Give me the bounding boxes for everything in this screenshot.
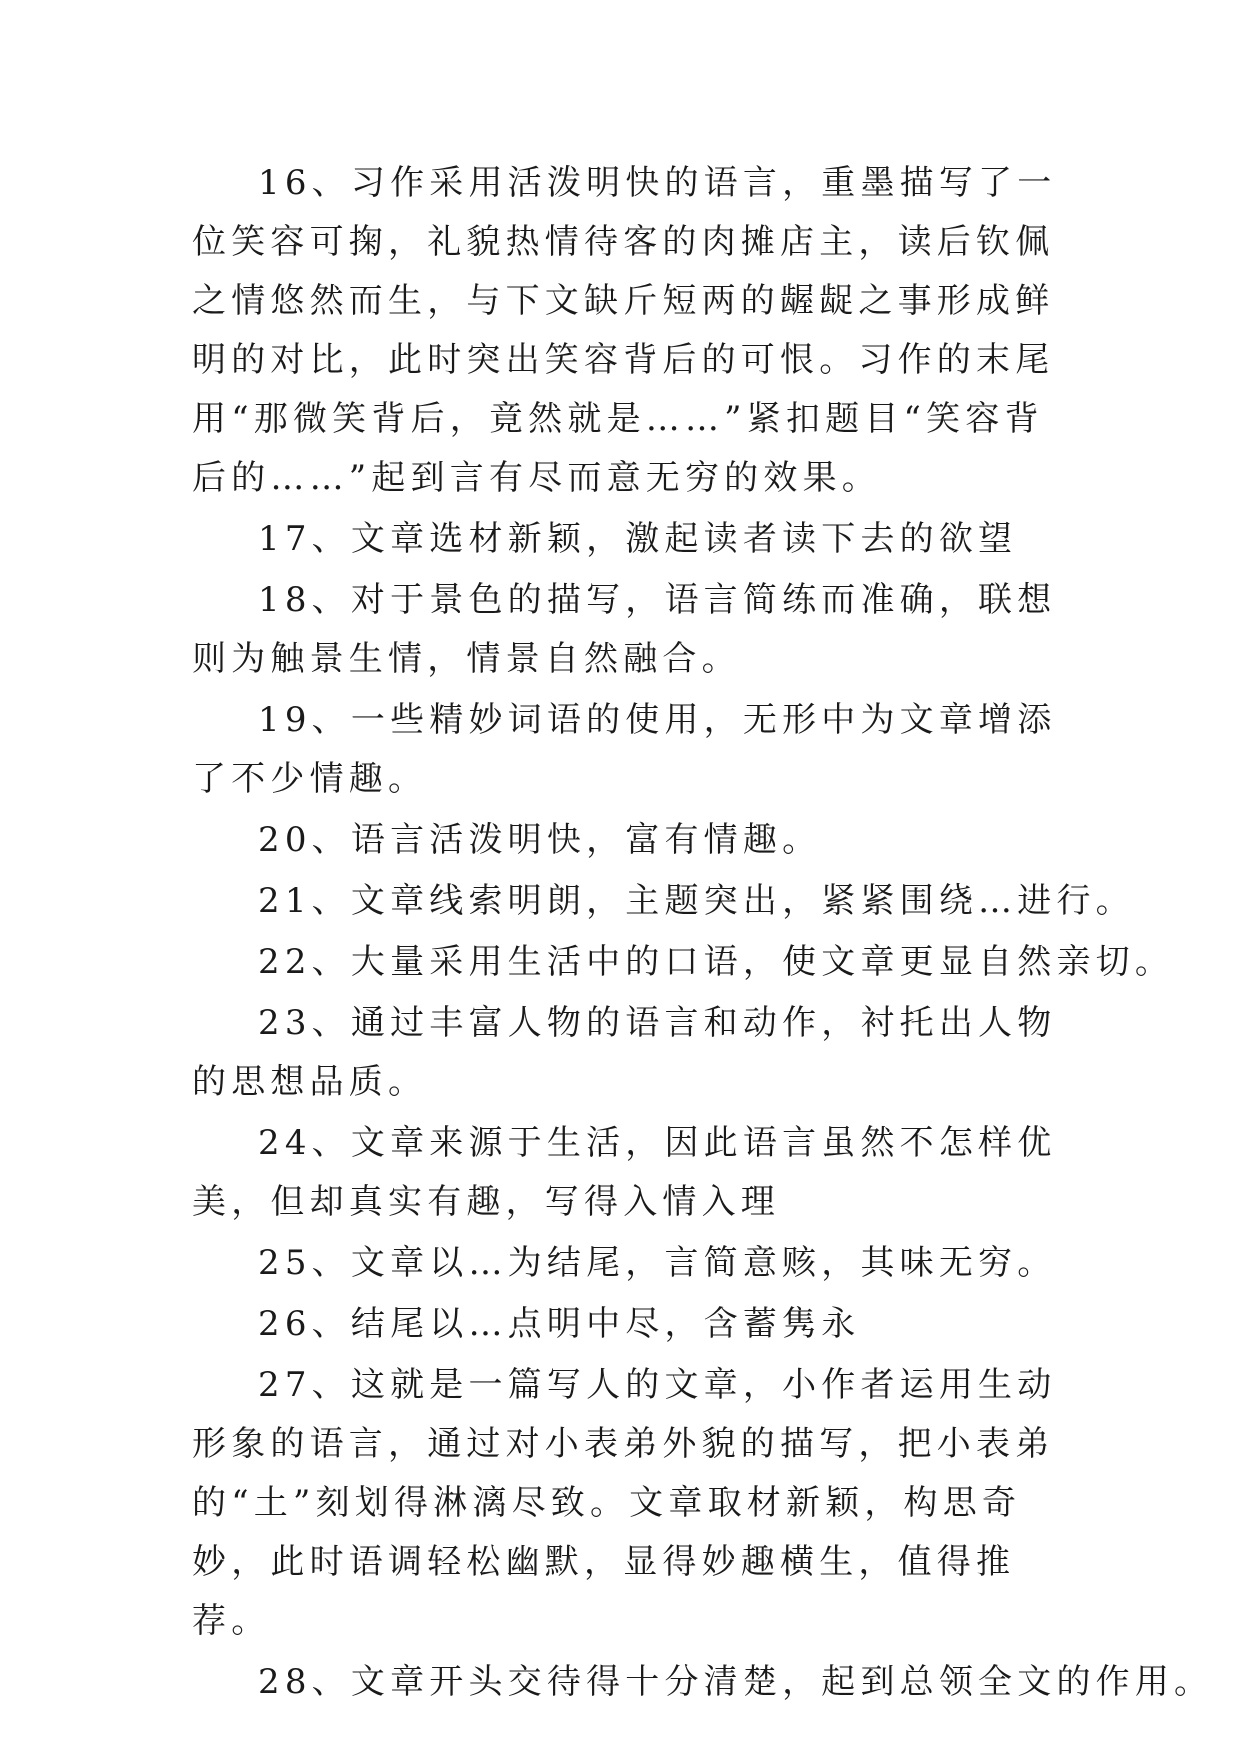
paragraph-22: 22、大量采用生活中的口语，使文章更显自然亲切。 (258, 942, 1175, 982)
document-body (192, 154, 1214, 1714)
paragraph-26: 26、结尾以…点明中尽，含蓄隽永 (258, 1304, 861, 1344)
paragraph-27: 27、这就是一篇写人的文章，小作者运用生动形象的语言，通过对小表弟外貌的描写，把小表弟的“土”刻划得淋漓尽致。文章取材新颖，构思奇妙，此时语调轻松幽默，显得妙趣横生，值得推荐。 (192, 1365, 1057, 1641)
paragraph-23: 23、通过丰富人物的语言和动作，衬托出人物的思想品质。 (192, 1003, 1057, 1102)
paragraph-24: 24、文章来源于生活，因此语言虽然不怎样优美，但却真实有趣，写得入情入理 (192, 1123, 1057, 1222)
paragraph-16: 16、习作采用活泼明快的语言，重墨描写了一位笑容可掬，礼貌热情待客的肉摊店主，读后钦佩之情悠然而生，与下文缺斤短两的龌龊之事形成鲜明的对比，此时突出笑容背后的可恨。习作的末尾用“那微笑背后，竟然就是……”紧扣题目“笑容背后的……”起到言有尽而意无穷的效果。 (192, 163, 1057, 498)
paragraph-21: 21、文章线索明朗，主题突出，紧紧围绕…进行。 (258, 881, 1135, 921)
paragraph-19: 19、一些精妙词语的使用，无形中为文章增添了不少情趣。 (192, 700, 1057, 799)
paragraph-18: 18、对于景色的描写，语言简练而准确，联想则为触景生情，情景自然融合。 (192, 580, 1057, 679)
paragraph-25: 25、文章以…为结尾，言简意赅，其味无穷。 (258, 1243, 1057, 1283)
paragraph-17: 17、文章选材新颖，激起读者读下去的欲望 (258, 519, 1018, 559)
paragraph-20: 20、语言活泼明快，富有情趣。 (258, 820, 822, 860)
paragraph-28: 28、文章开头交待得十分清楚，起到总领全文的作用。 (258, 1662, 1214, 1702)
